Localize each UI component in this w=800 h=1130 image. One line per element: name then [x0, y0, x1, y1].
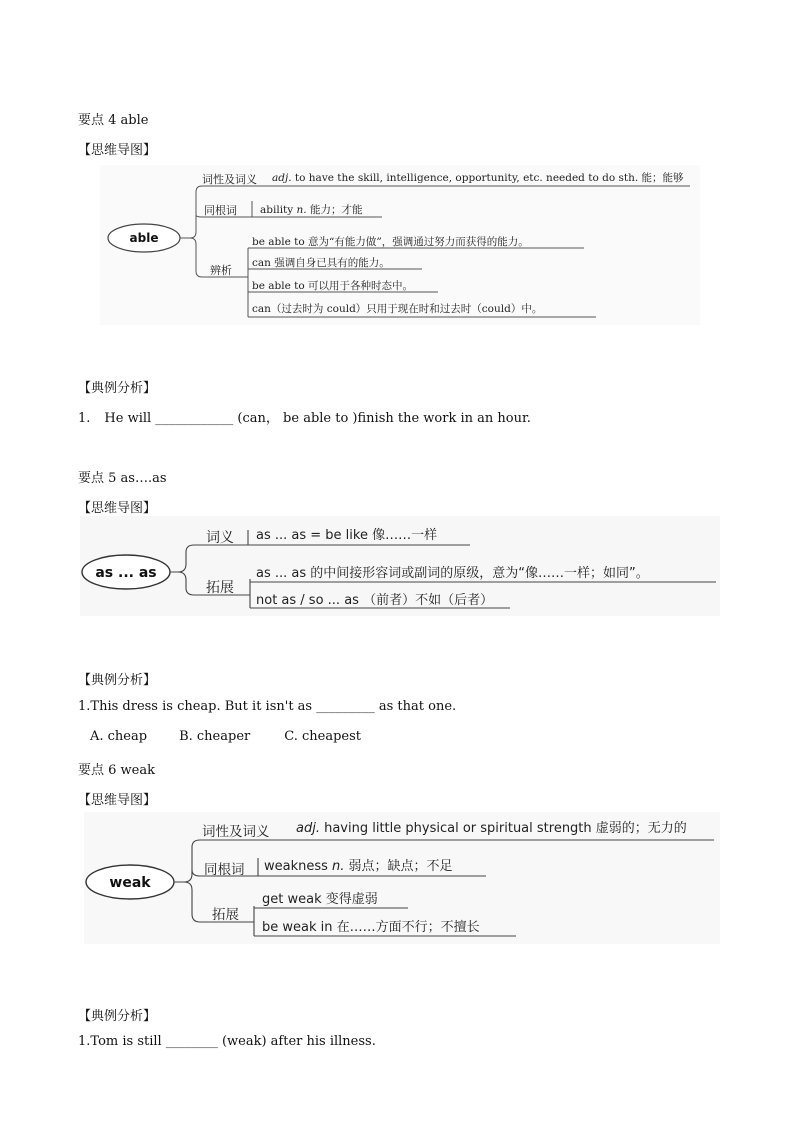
- option-b: B. cheaper: [179, 729, 251, 744]
- weak-extension-2: be weak in 在……方面不行；不擅长: [262, 920, 480, 935]
- distinction-item-2: can 强调自身已具有的能力。: [252, 257, 390, 269]
- section4-heading: 要点 4 able: [78, 113, 149, 128]
- branch-label-distinction: 辨析: [210, 264, 232, 277]
- section6-example-label: 【典例分析】: [78, 1009, 157, 1024]
- able-definition: adj. to have the skill, intelligence, opportunity, etc. needed to do sth. 能；能够: [272, 172, 684, 184]
- weak-extension-1: get weak 变得虚弱: [262, 892, 378, 907]
- mindmap-as-as: [80, 516, 720, 616]
- able-root-word: ability n. 能力；才能: [260, 204, 363, 216]
- answer-options: [90, 729, 361, 744]
- mindmap-weak: [84, 812, 720, 944]
- section4-mindmap-label: 【思维导图】: [78, 143, 157, 158]
- weak-definition: adj. having little physical or spiritual strength 虚弱的；无力的: [296, 821, 687, 836]
- section5-mindmap-label: 【思维导图】: [78, 501, 157, 516]
- section4-example-label: 【典例分析】: [78, 381, 157, 396]
- mindmap-able: [100, 165, 700, 325]
- as-as-extension-1: as ... as 的中间接形容词或副词的原级，意为“像……一样；如同”。: [256, 566, 649, 581]
- weak-root-word: weakness n. 弱点；缺点；不足: [264, 859, 453, 874]
- option-c: C. cheapest: [284, 729, 361, 744]
- section4-example-question: [78, 407, 531, 426]
- option-a: A. cheap: [90, 729, 148, 744]
- mindmap-root-label: able: [129, 231, 159, 245]
- distinction-item-3: be able to 可以用于各种时态中。: [252, 280, 414, 292]
- section5-heading: 要点 5 as….as: [78, 471, 167, 486]
- branch-label-pos: 词性及词义: [202, 173, 257, 186]
- branch-label-meaning: 词义: [206, 530, 234, 546]
- as-as-meaning: as ... as = be like 像……一样: [256, 528, 438, 543]
- branch-label-root-words: 同根词: [204, 204, 237, 217]
- question-number: 1.: [78, 411, 91, 426]
- distinction-item-4: can（过去时为 could）只用于现在时和过去时（could）中。: [252, 303, 543, 315]
- mindmap-root-label: weak: [109, 875, 151, 891]
- as-as-extension-2: not as / so ... as （前者）不如（后者）: [256, 593, 494, 608]
- section6-heading: 要点 6 weak: [78, 763, 155, 778]
- distinction-item-1: be able to 意为“有能力做”，强调通过努力而获得的能力。: [252, 236, 529, 248]
- question-text: He will ____________ (can， be able to )finish the work in an hour.: [104, 411, 531, 426]
- section6-mindmap-label: 【思维导图】: [78, 793, 157, 808]
- branch-label-extension: 拓展: [212, 907, 239, 923]
- branch-label-pos: 词性及词义: [202, 824, 270, 840]
- section5-example-question: 1.This dress is cheap. But it isn't as _________ as that one.: [78, 699, 457, 714]
- section6-example-question: 1.Tom is still ________ (weak) after his illness.: [78, 1034, 376, 1049]
- mindmap-root-label: as ... as: [95, 565, 157, 581]
- section5-example-label: 【典例分析】: [78, 673, 157, 688]
- branch-label-extension: 拓展: [206, 580, 234, 596]
- branch-label-root-words: 同根词: [204, 862, 245, 878]
